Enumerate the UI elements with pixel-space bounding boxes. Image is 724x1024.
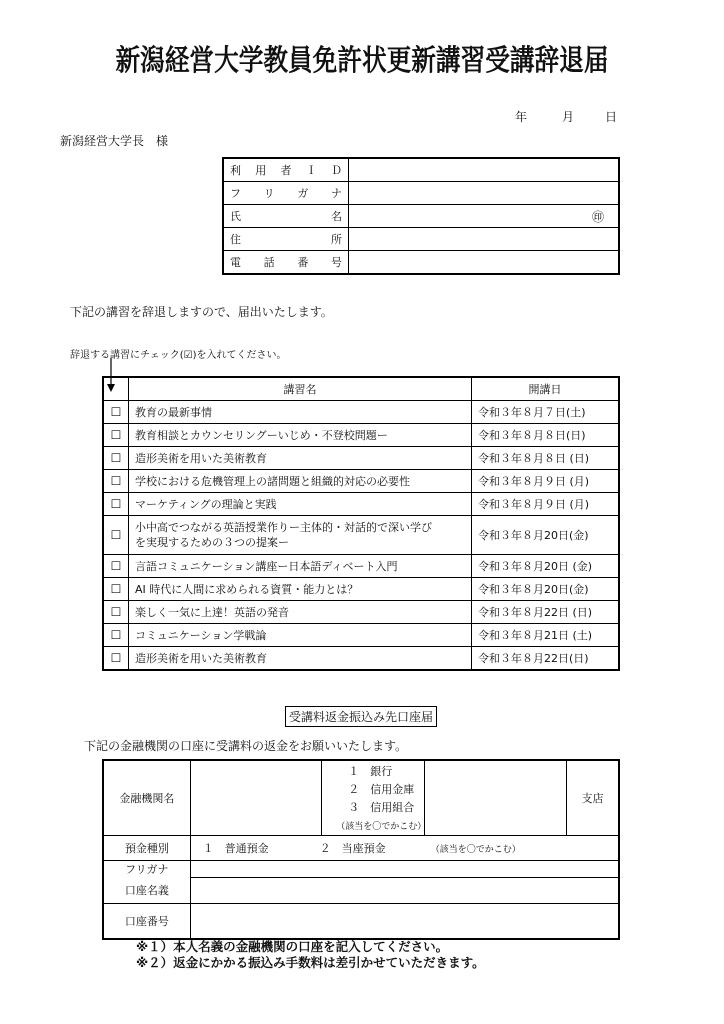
- course-name: 教育相談とカウンセリングーいじめ・不登校問題ー: [129, 424, 472, 447]
- institution-row: [103, 760, 619, 836]
- institution-hint: （該当を〇でかこむ）: [336, 822, 427, 832]
- course-name: 造形美術を用いた美術教育: [129, 647, 472, 671]
- address-field[interactable]: [349, 228, 620, 251]
- applicant-row-address: [223, 228, 619, 251]
- account-number-row: [103, 904, 619, 940]
- addressee: 新潟経営大学長 様: [60, 134, 169, 148]
- address-label: 住 所: [230, 233, 342, 246]
- table-row: [103, 401, 619, 424]
- institution-option-bank[interactable]: １ 銀行: [348, 765, 393, 778]
- institution-label: 金融機関名: [103, 760, 190, 836]
- table-row: [103, 493, 619, 516]
- withdraw-checkbox[interactable]: ☐: [103, 424, 129, 447]
- refund-description: 下記の金融機関の口座に受講料の返金をお願いいたします。: [84, 739, 408, 753]
- branch-label: 支店: [566, 760, 619, 836]
- deposit-type-row: [103, 836, 619, 861]
- table-row: [103, 447, 619, 470]
- course-name: 教育の最新事情: [129, 401, 472, 424]
- phone-field[interactable]: [349, 251, 620, 275]
- branch-name-field[interactable]: [425, 760, 567, 836]
- account-furigana-field[interactable]: [190, 861, 619, 878]
- withdraw-checkbox[interactable]: ☐: [103, 555, 129, 578]
- check-instruction: 辞退する講習にチェック(☑)を入れてください。: [70, 350, 287, 361]
- name-field[interactable]: [349, 205, 620, 228]
- note-1: ※１）本人名義の金融機関の口座を記入してください。: [136, 939, 449, 954]
- course-date: 令和３年８月９日 (月): [472, 470, 620, 493]
- withdraw-checkbox[interactable]: ☐: [103, 516, 129, 555]
- applicant-row-furigana: [223, 182, 619, 205]
- course-name-header: 講習名: [129, 377, 472, 401]
- institution-option-kumiai[interactable]: ３ 信用組合: [348, 801, 415, 814]
- account-number-field[interactable]: [190, 904, 619, 940]
- withdraw-checkbox[interactable]: ☐: [103, 647, 129, 671]
- course-date: 令和３年８月22日(日): [472, 647, 620, 671]
- account-number-label: 口座番号: [103, 904, 190, 940]
- date-day-label: 日: [605, 110, 618, 124]
- user-id-field[interactable]: [349, 158, 620, 182]
- applicant-row-phone: [223, 251, 619, 275]
- refund-section-title: 受講料返金振込み先口座届: [285, 706, 437, 727]
- course-name: 楽しく一気に上達！英語の発音: [129, 601, 472, 624]
- course-date: 令和３年８月８日(日): [472, 424, 620, 447]
- institution-type-options: [322, 760, 425, 836]
- withdraw-checkbox[interactable]: ☐: [103, 601, 129, 624]
- table-row: [103, 470, 619, 493]
- course-date: 令和３年８月７日(土): [472, 401, 620, 424]
- deposit-option-ordinary[interactable]: １ 普通預金: [202, 842, 269, 855]
- account-furigana-label: フリガナ: [103, 861, 190, 878]
- course-date: 令和３年８月22日 (日): [472, 601, 620, 624]
- table-row: [103, 516, 619, 555]
- courses-table: [102, 376, 620, 671]
- name-label: 氏 名: [230, 210, 342, 223]
- applicant-row-name: [223, 205, 619, 228]
- course-name: 造形美術を用いた美術教育: [129, 447, 472, 470]
- withdrawal-notice: 下記の講習を辞退しますので、届出いたします。: [70, 305, 333, 319]
- withdraw-checkbox[interactable]: ☐: [103, 401, 129, 424]
- table-row: [103, 647, 619, 671]
- note-2: ※２）返金にかかる振込み手数料は差引かせていただきます。: [136, 955, 485, 970]
- account-name-label: 口座名義: [103, 877, 190, 904]
- phone-label: 電 話 番 号: [230, 256, 342, 269]
- applicant-row-user-id: [223, 158, 619, 182]
- course-date: 令和３年８月９日 (月): [472, 493, 620, 516]
- course-name: マーケティングの理論と実践: [129, 493, 472, 516]
- date-month-label: 月: [562, 110, 575, 124]
- table-row: [103, 424, 619, 447]
- table-row: [103, 601, 619, 624]
- account-name-field[interactable]: [190, 877, 619, 904]
- table-row: [103, 578, 619, 601]
- course-date: 令和３年８月20日(金): [472, 578, 620, 601]
- course-date: 令和３年８月８日 (日): [472, 447, 620, 470]
- deposit-hint: （該当を〇でかこむ）: [430, 845, 521, 855]
- withdraw-checkbox[interactable]: ☐: [103, 624, 129, 647]
- deposit-type-label: 預金種別: [103, 836, 190, 861]
- page-title: 新潟経営大学教員免許状更新講習受講辞退届: [115, 43, 609, 77]
- course-date: 令和３年８月20日 (金): [472, 555, 620, 578]
- date-year-label: 年: [515, 110, 528, 124]
- course-name: AI 時代に人間に求められる資質・能力とは？: [129, 578, 472, 601]
- institution-name-field[interactable]: [190, 760, 322, 836]
- applicant-info-table: [222, 157, 620, 275]
- table-row: [103, 624, 619, 647]
- withdraw-checkbox[interactable]: ☐: [103, 578, 129, 601]
- deposit-option-current[interactable]: ２ 当座預金: [319, 842, 386, 855]
- course-name-line2: を実現するための３つの提案ー: [135, 536, 289, 549]
- account-name-row: [103, 877, 619, 904]
- institution-option-shinkin[interactable]: ２ 信用金庫: [348, 783, 415, 796]
- seal-mark: ㊞: [591, 209, 604, 224]
- course-name: [129, 516, 472, 555]
- user-id-label: 利 用 者 Ｉ Ｄ: [230, 164, 342, 177]
- withdraw-checkbox[interactable]: ☐: [103, 470, 129, 493]
- course-date: 令和３年８月20日(金): [472, 516, 620, 555]
- furigana-row: [103, 861, 619, 878]
- furigana-field[interactable]: [349, 182, 620, 205]
- furigana-label: フ リ ガ ナ: [230, 187, 342, 200]
- course-name: 言語コミュニケーション講座ー日本語ディベート入門: [129, 555, 472, 578]
- course-date: 令和３年８月21日 (土): [472, 624, 620, 647]
- courses-header-row: [103, 377, 619, 401]
- refund-account-table: [102, 759, 620, 940]
- withdraw-checkbox[interactable]: ☐: [103, 447, 129, 470]
- withdraw-checkbox[interactable]: ☐: [103, 493, 129, 516]
- course-name: コミュニケーション学戦論: [129, 624, 472, 647]
- table-row: [103, 555, 619, 578]
- course-name: 学校における危機管理上の諸問題と組織的対応の必要性: [129, 470, 472, 493]
- course-date-header: 開講日: [472, 377, 620, 401]
- course-name-line1: 小中高でつながる英語授業作りー主体的・対話的で深い学び: [135, 521, 432, 534]
